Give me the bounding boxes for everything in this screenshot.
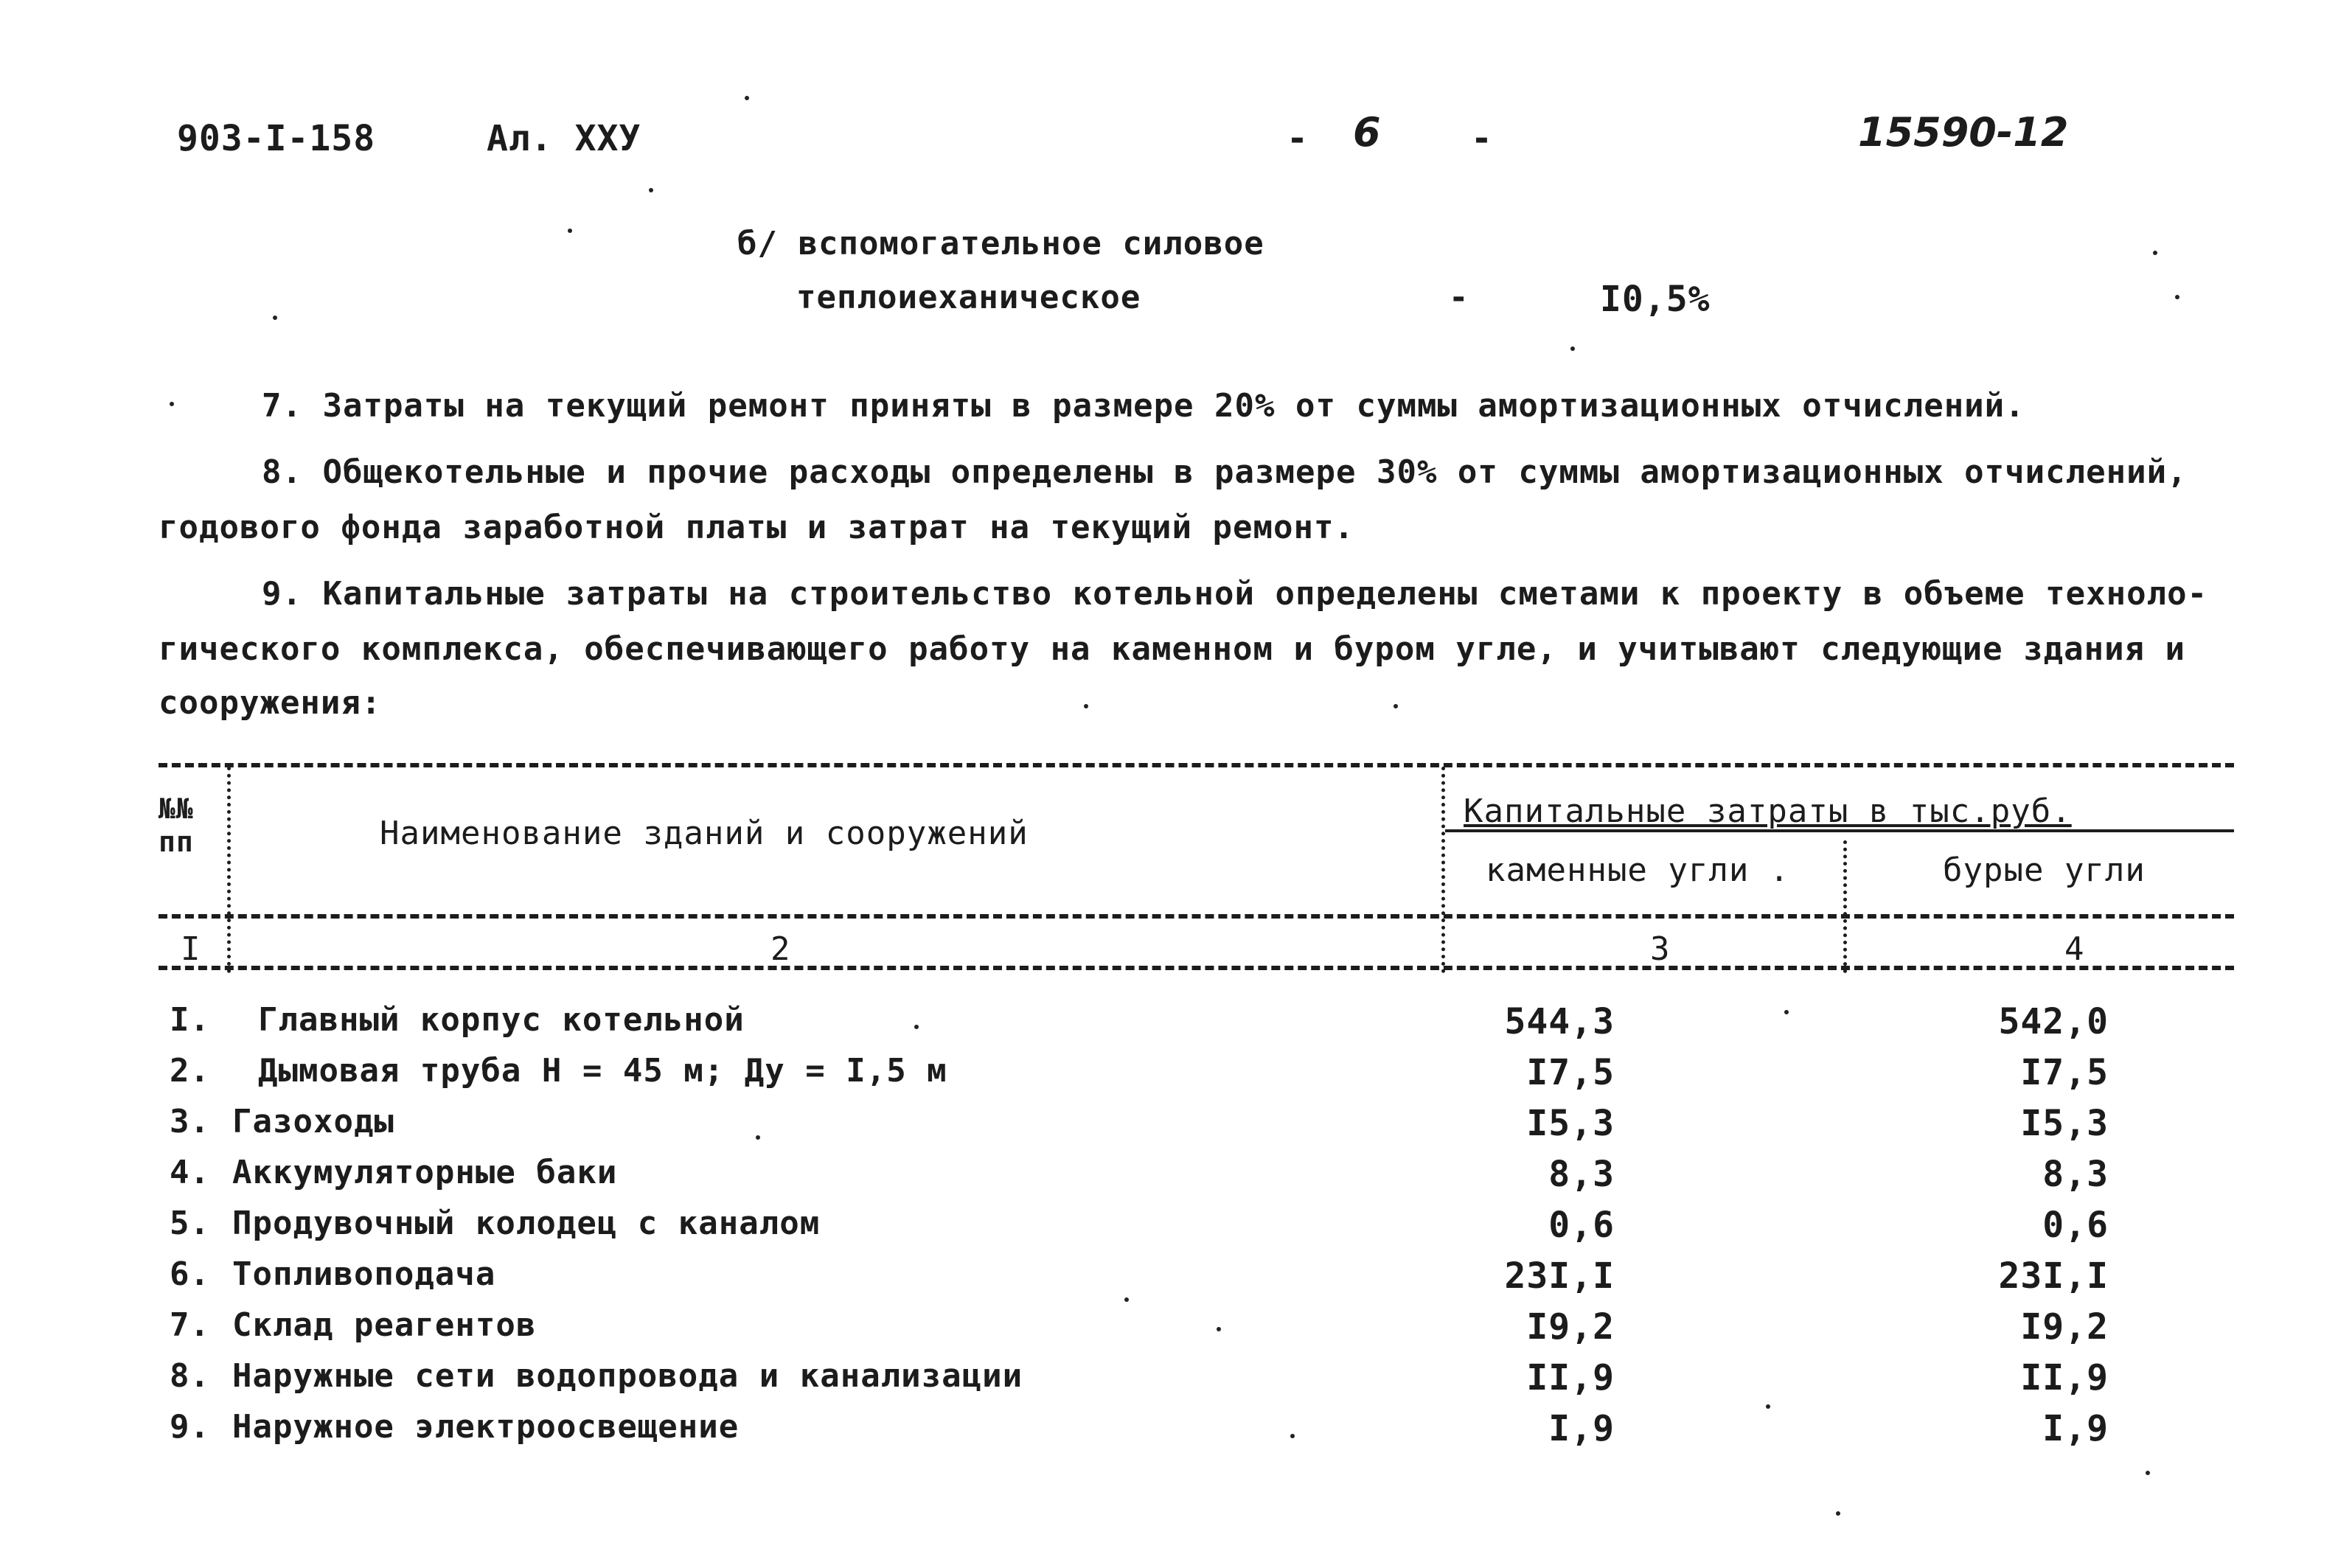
- paragraph-8-line-1: 8. Общекотельные и прочие расходы определены в размере 30% от суммы амортизационных отчислений,: [262, 453, 2188, 491]
- column-number-3: 3: [1650, 930, 1671, 968]
- row-brown-value: 0,6: [2042, 1205, 2109, 1246]
- row-name: Продувочный колодец с каналом: [232, 1205, 821, 1242]
- header-stone-coal: каменные угли .: [1486, 851, 1790, 889]
- row-stone-value: I7,5: [1526, 1052, 1615, 1093]
- table-header-rule: [159, 914, 2234, 919]
- row-brown-value: II,9: [2020, 1357, 2109, 1398]
- row-number: I.: [170, 1001, 210, 1039]
- row-stone-value: I5,3: [1526, 1103, 1615, 1144]
- speck: [2153, 251, 2157, 255]
- speck: [1766, 1404, 1770, 1409]
- item-b-dash: -: [1449, 279, 1469, 316]
- row-name: Наружные сети водопровода и канализации: [232, 1357, 1023, 1395]
- row-brown-value: I9,2: [2020, 1306, 2109, 1348]
- row-brown-value: I,9: [2042, 1408, 2109, 1449]
- speck: [568, 229, 572, 233]
- row-brown-value: 8,3: [2042, 1154, 2109, 1195]
- row-brown-value: 542,0: [1998, 1001, 2109, 1042]
- row-stone-value: 23I,I: [1504, 1255, 1615, 1297]
- table-top-rule: [159, 763, 2234, 767]
- column-divider-2: [1441, 767, 1445, 973]
- row-stone-value: 8,3: [1548, 1154, 1615, 1195]
- item-b-value: I0,5%: [1600, 279, 1711, 320]
- speck: [1084, 704, 1088, 708]
- row-number: 5.: [170, 1205, 210, 1242]
- row-number: 2.: [170, 1052, 210, 1090]
- row-number: 3.: [170, 1103, 210, 1140]
- column-divider-1: [227, 767, 231, 973]
- row-stone-value: 0,6: [1548, 1205, 1615, 1246]
- paragraph-8-line-2: годового фонда заработной платы и затрат на текущий ремонт.: [159, 509, 1354, 546]
- paragraph-9-line-1: 9. Капитальные затраты на строительство котельной определены сметами к проекту в объеме техноло-: [262, 575, 2208, 613]
- speck: [1124, 1297, 1129, 1302]
- speck: [170, 402, 174, 406]
- paragraph-7: 7. Затраты на текущий ремонт приняты в размере 20% от суммы амортизационных отчислений.: [262, 387, 2025, 425]
- speck: [2175, 295, 2179, 299]
- header-capital-cost: Капитальные затраты в тыс.руб.: [1464, 792, 2072, 830]
- table-colnum-rule: [159, 966, 2234, 970]
- paragraph-9-line-2: гического комплекса, обеспечивающего работу на каменном и буром угле, и учитывают следующие здания и: [159, 630, 2186, 668]
- row-brown-value: I7,5: [2020, 1052, 2109, 1093]
- row-brown-value: I5,3: [2020, 1103, 2109, 1144]
- row-name: Склад реагентов: [232, 1306, 537, 1344]
- row-name: Наружное электроосвещение: [232, 1408, 740, 1446]
- column-number-4: 4: [2064, 930, 2085, 968]
- speck: [1784, 1010, 1789, 1014]
- paragraph-9-line-3: сооружения:: [159, 684, 382, 722]
- item-b-label: б/ вспомогательное силовое: [737, 225, 1264, 262]
- row-stone-value: II,9: [1526, 1357, 1615, 1398]
- page-number: 6: [1353, 109, 1381, 156]
- speck: [745, 96, 749, 100]
- page-dash-left: -: [1287, 118, 1309, 159]
- item-b-line2: теплоиеханическое: [796, 279, 1141, 316]
- row-number: 6.: [170, 1255, 210, 1293]
- header-number: №№: [159, 792, 194, 825]
- page-dash-right: -: [1471, 118, 1493, 159]
- row-name: Главный корпус котельной: [258, 1001, 745, 1039]
- row-name: Топливоподача: [232, 1255, 496, 1293]
- stamp-number: 15590-12: [1858, 109, 2069, 156]
- row-name: Газоходы: [232, 1103, 394, 1140]
- row-number: 8.: [170, 1357, 210, 1395]
- header-number-sub: пп: [159, 826, 194, 858]
- column-number-1: I: [181, 930, 201, 968]
- row-stone-value: I,9: [1548, 1408, 1615, 1449]
- speck: [1394, 704, 1398, 708]
- row-number: 7.: [170, 1306, 210, 1344]
- speck: [1836, 1511, 1840, 1516]
- row-brown-value: 23I,I: [1998, 1255, 2109, 1297]
- row-number: 4.: [170, 1154, 210, 1191]
- album-number: Ал. ХХУ: [487, 118, 641, 159]
- row-name: Дымовая труба Н = 45 м; Ду = I,5 м: [258, 1052, 947, 1090]
- speck: [1290, 1434, 1295, 1438]
- speck: [756, 1135, 760, 1140]
- speck: [1570, 346, 1575, 351]
- header-brown-coal: бурые угли: [1943, 851, 2146, 889]
- speck: [914, 1025, 919, 1029]
- row-stone-value: 544,3: [1504, 1001, 1615, 1042]
- column-number-2: 2: [770, 930, 791, 968]
- column-divider-3: [1843, 840, 1847, 973]
- speck: [273, 316, 277, 320]
- document-code: 903-I-158: [177, 118, 376, 159]
- speck: [649, 188, 653, 192]
- row-stone-value: I9,2: [1526, 1306, 1615, 1348]
- speck: [2146, 1471, 2150, 1475]
- speck: [1217, 1327, 1221, 1331]
- row-number: 9.: [170, 1408, 210, 1446]
- row-name: Аккумуляторные баки: [232, 1154, 618, 1191]
- header-name: Наименование зданий и сооружений: [380, 815, 1029, 852]
